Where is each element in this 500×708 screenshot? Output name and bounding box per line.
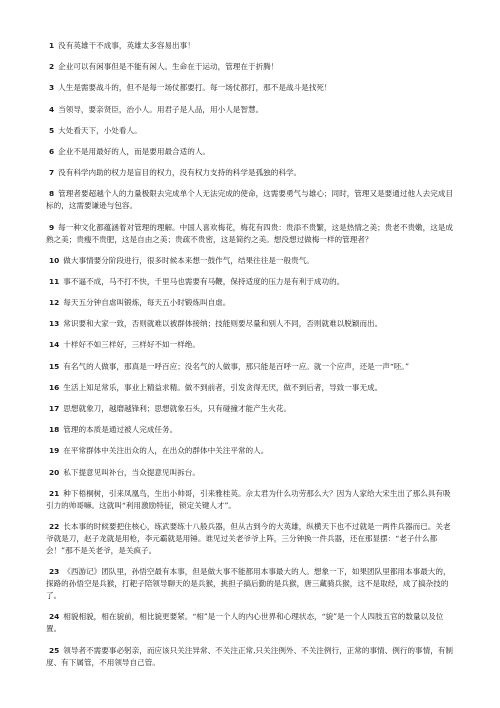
item-text: 领导者不需要事必躬亲，而应该只关注异常、不关注正常,只关注例外、不关注例行，正常的事情、例行的事情，有制度、有下属管，不用领导自己管。: [46, 645, 453, 667]
item-text: 十样好不如三样好，三样好不如一样绝。: [63, 340, 200, 350]
list-item: [46, 40, 454, 52]
list-item: [46, 445, 454, 457]
item-text: 没有科学内助的权力是盲目的权力，没有权力支持的科学是孤独的科学。: [58, 168, 302, 178]
item-number: 22: [49, 521, 60, 531]
item-number: 13: [49, 319, 60, 329]
list-item: [46, 645, 454, 669]
item-text: 常识要和大家一致，否则就难以被群体接纳；技能则要尽量和别人不同，否则就难以脱颖而出。: [63, 319, 383, 329]
item-text: 私下提意见叫补台，当众提意见叫拆台。: [63, 467, 200, 477]
item-text: 管理的本质是通过被人完成任务。: [63, 425, 178, 435]
list-item: [46, 467, 454, 479]
list-item: [46, 521, 454, 557]
item-number: 17: [49, 404, 60, 413]
list-item: [46, 318, 454, 330]
item-text: 有名气的人做事，那真是一呼百应；没名气的人做事，那只能是百呼一应。就一个应声，还是一声“呸。”: [63, 361, 409, 371]
list-item: [46, 339, 454, 351]
item-text: 长本事的时候要把住核心，练武要练十八般兵器，但从古到今的大英雄，纵横天下也不过就是一两件兵器而已。关老爷就是刀，赵子龙就是用枪，李元霸就是用锤。谁见过关老爷爷上阵，三分钟换一件兵器，还在那显摆：“老子什么都会！”那不是关老爷，是关疯子。: [46, 521, 451, 555]
item-number: 16: [49, 382, 60, 392]
item-text: 相貌相貌，相在貌前，相比貌更要紧。“相”是一个人的内心世界和心理状态，“貌”是一个人四肢五官的数量以及位置。: [46, 612, 444, 634]
item-number: 21: [49, 488, 60, 498]
item-text: 生活上知足常乐，事业上精益求精。做不到前者，引发贪得无厌，做不到后者，导致一事无成。: [63, 382, 383, 392]
list-item: [46, 382, 454, 394]
item-text: 大处看天下，小处看人。: [58, 125, 142, 135]
item-number: 6: [49, 146, 55, 156]
list-item: [46, 146, 454, 158]
item-text: 人生是需要战斗的，但不是每一场仗都要打。每一场仗都打，那不是战斗是找死！: [58, 83, 332, 93]
item-number: 19: [49, 446, 60, 456]
list-item: [46, 255, 454, 267]
list-item: [46, 611, 454, 635]
item-text: 没有英雄干不成事，英雄太多容易出事！: [58, 41, 195, 50]
item-number: 2: [49, 62, 55, 72]
list-item: [46, 276, 454, 288]
quote-list: [46, 40, 454, 669]
list-item: [46, 188, 454, 212]
list-item: [46, 297, 454, 309]
list-item: [46, 222, 454, 246]
item-number: 14: [49, 340, 60, 350]
item-number: 5: [49, 125, 55, 135]
item-text: 每一种文化都蕴涵着对管理的理解。中国人喜欢梅花，梅花有四贵：贵添不贵繁，这是热情之美；贵老不贵嫩，这是成熟之美；贵瘦不贵肥，这是自由之美；贵疏不贵密，这是简约之美。想没想过做梅一样的管理者？: [46, 222, 454, 244]
item-number: 8: [49, 189, 55, 199]
item-number: 24: [49, 612, 60, 622]
item-text: 做大事情要分阶段进行，很多时候本来想一鼓作气，结果往往是一般贵气。: [63, 255, 314, 265]
list-item: [46, 104, 454, 116]
item-number: 7: [49, 168, 55, 178]
list-item: [46, 167, 454, 179]
item-number: 23: [49, 567, 60, 577]
item-text: 企业不是用最好的人，而是要用最合适的人。: [58, 146, 211, 156]
item-text: 《西游记》团队里，孙悟空最有本事，但是做大事不能都用本事最大的人。想象一下，如果团队里都用本事最大的，探路的孙悟空是兵猴，打耙子陪领导聊天的是兵猴，挑担子搞后勤的是兵猴，唐三藏骑兵猴，这不是取经，成了搞杂技的了。: [46, 567, 451, 601]
item-number: 9: [49, 222, 55, 232]
item-number: 20: [49, 467, 60, 477]
item-text: 每天五分钟自虐叫锻炼，每天五小时锻炼叫自虐。: [63, 298, 231, 308]
list-item: [46, 488, 454, 512]
item-number: 10: [49, 255, 60, 265]
list-item: [46, 566, 454, 602]
item-text: 思想就象刀，越磨越锋利；思想就象石头，只有碰撞才能产生火花。: [63, 404, 292, 413]
item-number: 4: [49, 104, 55, 114]
item-text: 种下梧桐树，引来凤凰鸟，生出小帅哥，引来雅桂英。佘太君为什么功劳那么大？因为人家给大宋生出了那么具有吸引力的帅哥嘛。这就叫“利用激励特征，锁定关键人才”。: [46, 488, 451, 510]
item-text: 管理者要超越个人的力量极限去完成单个人无法完成的使命，这需要勇气与雄心；同时，管理又是要通过他人去完成目标的，这需要谦逊与包容。: [46, 189, 454, 211]
item-text: 企业可以有闲事但是不能有闲人。生命在于运动，管理在于折腾！: [58, 62, 279, 72]
list-item: [46, 361, 454, 373]
item-number: 12: [49, 298, 60, 308]
list-item: [46, 403, 454, 415]
list-item: [46, 82, 454, 94]
item-number: 11: [49, 276, 60, 286]
item-text: 在平常群体中关注出众的人，在出众的群体中关注平常的人。: [63, 446, 269, 456]
list-item: [46, 125, 454, 137]
item-text: 事不逼不成，马不打不快，千里马也需要有马鞭，保持适度的压力是有利于成功的。: [63, 276, 345, 286]
list-item: [46, 61, 454, 73]
list-item: [46, 424, 454, 436]
item-number: 18: [49, 425, 60, 435]
item-text: 当领导，要亲贤臣，治小人。用君子是人品，用小人是智慧。: [58, 104, 264, 114]
item-number: 3: [49, 83, 55, 93]
item-number: 25: [49, 645, 60, 655]
item-number: 1: [49, 41, 55, 50]
item-number: 15: [49, 361, 60, 371]
